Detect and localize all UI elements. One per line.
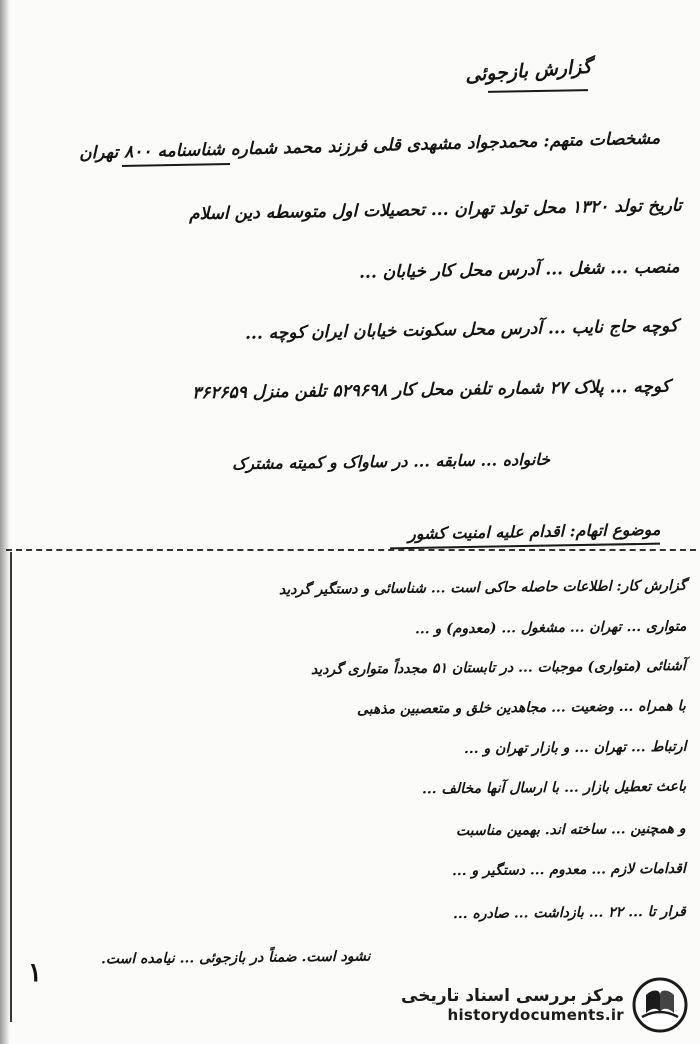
report-line-3: آشنائی (متواری) موجبات ... در تابستان ۵۱ مجدداً متواری گردید	[311, 658, 687, 678]
report-line-6: باعث تعطیل بازار ... با ارسال آنها مخالف ...	[421, 778, 687, 798]
report-line-2: متواری ... تهران ... مشغول ... (معدوم) و ...	[414, 618, 687, 638]
suspect-line-3: منصب ... شغل ... آدرس محل کار خیابان ...	[359, 257, 681, 283]
book-logo-icon	[632, 977, 688, 1033]
report-line-10: نشود است. ضمناً در بازجوئی ... نیامده است.	[100, 948, 371, 968]
margin-mark: ۱	[28, 958, 42, 988]
suspect-label-underline	[122, 163, 230, 167]
report-line-4: با همراه ... وضعیت ... مجاهدین خلق و متعصبین مذهبی	[357, 698, 687, 718]
report-line-9: قرار تا ... ۲۲ ... بازداشت ... صادره ...	[453, 903, 687, 923]
report-line-1: گزارش کار: اطلاعات حاصله حاکی است ... شناسائی و دستگیر گردید	[278, 577, 687, 599]
watermark-name: مرکز بررسی اسناد تاریخی	[401, 986, 624, 1006]
archive-watermark	[398, 974, 688, 1036]
report-line-7: و همچنین ... ساخته اند. بهمین مناسبت	[456, 820, 687, 840]
suspect-line-5: کوچه ... پلاک ۲۷ شماره تلفن محل کار ۵۲۹۶۹۸ تلفن منزل ۳۶۲۶۵۹	[191, 376, 671, 404]
heading-underline	[488, 89, 588, 93]
suspect-line-1: مشخصات متهم: محمدجواد مشهدی‌ قلی فرزند محمد شماره شناسنامه ۸۰۰ تهران	[78, 128, 661, 164]
suspect-line-6: خانواده ... سابقه ... در ساواک و کمیته مشترک	[231, 449, 551, 474]
suspect-line-2: تاریخ تولد ۱۳۲۰ محل تولد تهران ... تحصیلات اول متوسطه دین اسلام	[189, 195, 683, 225]
document-heading: گزارش بازجوئی	[464, 55, 593, 87]
scan-edge-shadow	[0, 0, 10, 1044]
section-divider	[6, 549, 696, 551]
charge-heading: موضوع اتهام: اقدام علیه امنیت کشور	[407, 519, 661, 544]
left-margin-rule	[10, 552, 12, 1022]
report-line-5: ارتباط ... تهران ... و بازار تهران و ...	[463, 738, 687, 758]
watermark-text	[401, 986, 624, 1024]
watermark-url: historydocuments.ir	[447, 1006, 624, 1024]
suspect-line-4: کوچه حاج نایب ... آدرس محل سکونت خیابان ایران کوچه ...	[244, 316, 679, 344]
report-line-8: اقدامات لازم ... معدوم ... دستگیر و ...	[452, 860, 687, 880]
